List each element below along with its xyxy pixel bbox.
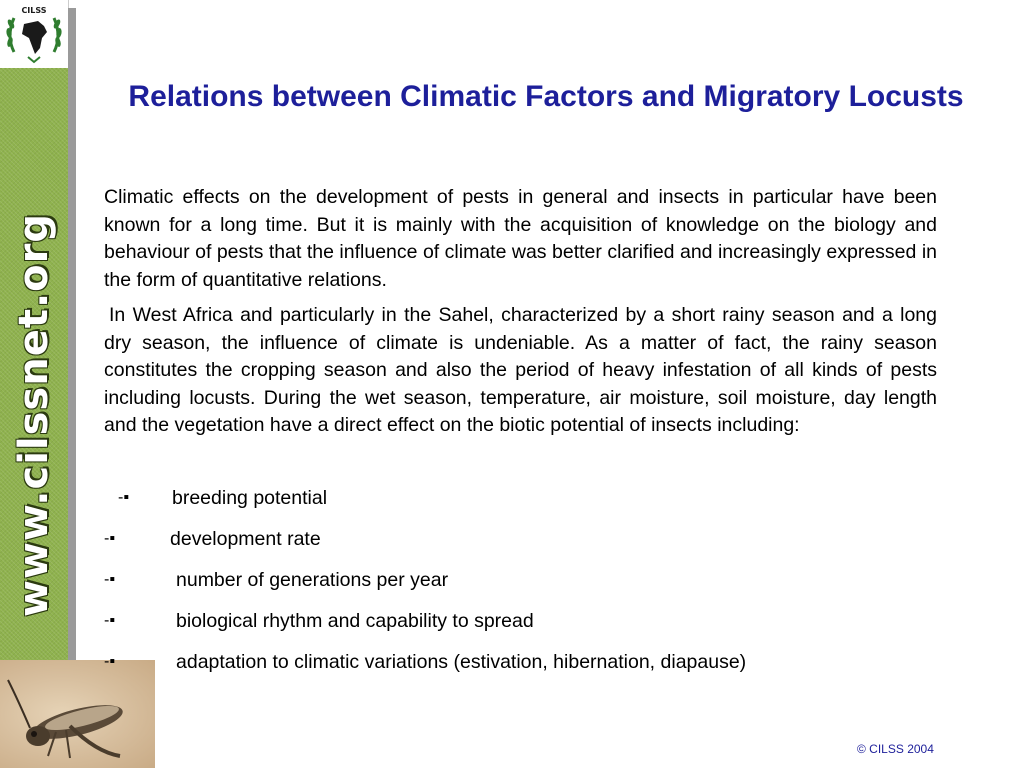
- bullet-text: biological rhythm and capability to spread: [176, 610, 534, 632]
- bullet-icon: -▪: [104, 612, 115, 629]
- svg-text:CILSS: CILSS: [21, 6, 47, 15]
- sidebar: [0, 0, 76, 768]
- locust-illustration-icon: [8, 680, 126, 758]
- locust-photo: [0, 660, 155, 768]
- bullet-text: development rate: [170, 528, 321, 550]
- cilss-emblem-icon: [2, 2, 66, 66]
- slide-body: [104, 184, 937, 448]
- bullet-icon: -▪: [104, 571, 115, 588]
- paragraph-west-africa: In West Africa and particularly in the Sahel, characterized by a short rainy season and a long dry season, the influence of climate is undeniable. As a matter of fact, the rainy season constitutes the cropping season and also the period of heavy infestation of all kinds of pests including locusts. During the wet season, temperature, air moisture, soil moisture, day length and the vegetation have a direct effect on the biotic potential of insects including:: [104, 304, 937, 436]
- copyright-footer: © CILSS 2004: [857, 742, 934, 756]
- bullet-icon: -▪: [104, 653, 115, 670]
- website-url: www.cilssnet.org: [11, 212, 57, 618]
- bullet-text: number of generations per year: [176, 569, 449, 591]
- sidebar-green-band: [0, 68, 68, 660]
- cilss-logo: [0, 0, 69, 68]
- bullet-icon: -▪: [104, 530, 115, 547]
- bullet-text: adaptation to climatic variations (estivation, hibernation, diapause): [176, 651, 747, 673]
- slide-title: Relations between Climatic Factors and Migratory Locusts: [128, 80, 964, 113]
- bullet-icon: -▪: [118, 489, 129, 506]
- sidebar-shadow: [68, 8, 76, 660]
- bullet-text: breeding potential: [172, 487, 328, 509]
- paragraph-climatic-effects: Climatic effects on the development of pests in general and insects in particular have been known for a long time. But it is mainly with the acquisition of knowledge on the biology and behaviour of pests that the influence of climate was better clarified and increasingly expressed in the form of quantitative relations.: [104, 186, 937, 291]
